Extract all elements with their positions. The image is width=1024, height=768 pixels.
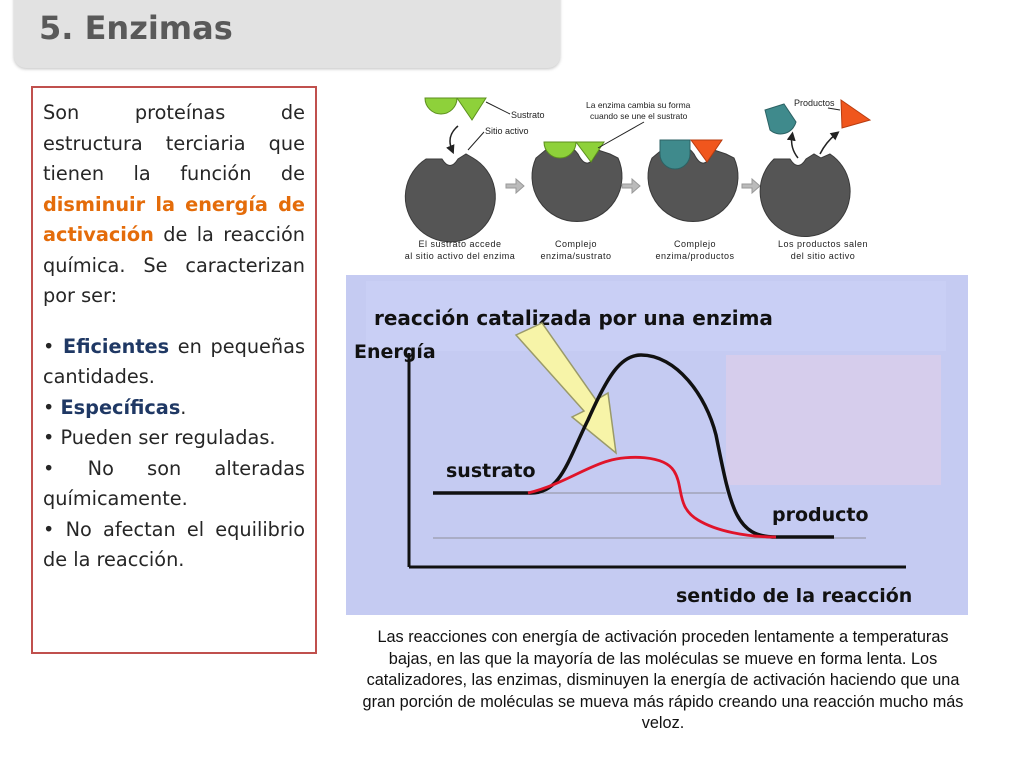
feature-list (43, 332, 305, 576)
enzyme-mechanism-diagram (398, 92, 908, 268)
label-enzima-cambia-2: cuando se une el sustrato (590, 111, 688, 121)
caption: Las reacciones con energía de activación proceden lentamente a temperaturas bajas, en las que la mayoría de las moléculas se mueve en forma lenta. Los catalizadores, las enzimas, disminuyen la energía de activación haciendo que una gran porción de moléculas se mueva más rápido creando una reacción mucho más veloz. (362, 628, 964, 733)
substrate-triangle-icon (457, 98, 486, 120)
label-sustrato: Sustrato (511, 110, 545, 120)
intro-text-1: Son proteínas de estructura terciaria que tienen la función de (43, 101, 305, 185)
intro-text-2: de la reacción química. Se caracterizan por ser: (43, 223, 305, 307)
step-3-line2: enzima/productos (655, 251, 735, 261)
chart-title: reacción catalizada por una enzima (374, 306, 773, 330)
step-2-line1: Complejo (554, 239, 598, 249)
list-item: • Pueden ser reguladas. (43, 426, 276, 449)
substrate-semicircle-icon (425, 98, 457, 114)
label-enzima-cambia-1: La enzima cambia su forma (586, 100, 691, 110)
label-sitio-activo: Sitio activo (485, 126, 529, 136)
x-axis-label: sentido de la reacción (676, 585, 913, 607)
step-3-line1: Complejo (673, 239, 717, 249)
intro-highlight: disminuir la energía de activación (43, 192, 305, 246)
list-item: • No afectan el equilibrio de la reacción. (43, 517, 305, 571)
y-axis-label: Energía (354, 341, 436, 363)
energy-diagram (346, 275, 968, 615)
step-4-line2: del sitio activo (790, 251, 856, 261)
list-item: • Eficientes en pequeñas cantidades. (43, 334, 305, 388)
step-4-line1: Los productos salen (777, 239, 869, 249)
description-box (31, 86, 317, 654)
label-producto: producto (772, 504, 869, 526)
label-sustrato: sustrato (446, 460, 536, 482)
list-item: • No son alteradas químicamente. (43, 456, 305, 510)
label-productos: Productos (794, 98, 835, 108)
step-1-line1: El sustrato accede (418, 239, 502, 249)
step-1-line2: al sitio activo del enzima (404, 251, 516, 261)
intro-paragraph (43, 98, 305, 312)
step-2-line2: enzima/sustrato (540, 251, 612, 261)
slide-title: 5. Enzimas (39, 9, 233, 47)
enzyme-icon (405, 154, 495, 242)
list-item: • Específicas. (43, 395, 187, 419)
